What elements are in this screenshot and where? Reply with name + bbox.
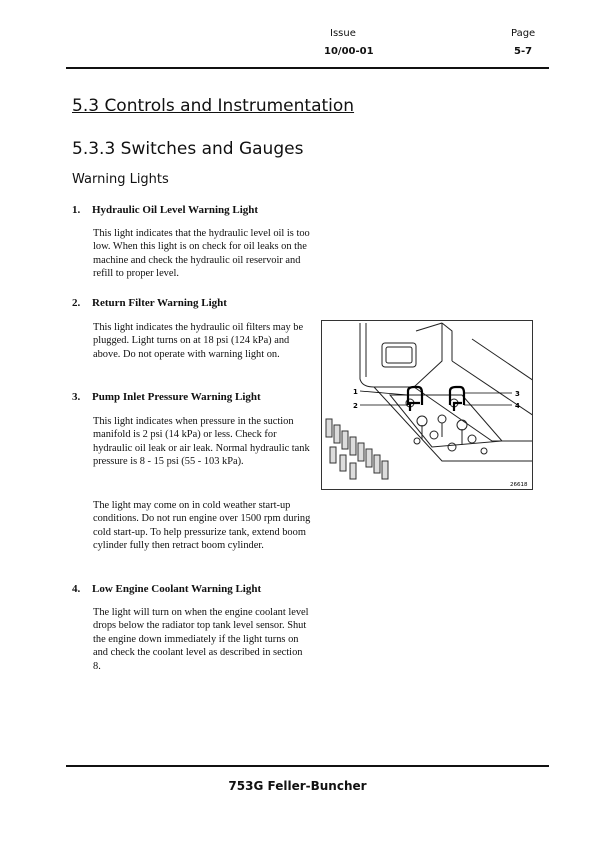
item-number: 4. [72, 583, 81, 595]
section-title: 5.3 Controls and Instrumentation [72, 96, 355, 116]
header-rule [66, 67, 549, 69]
figure-number: 26618 [510, 482, 528, 488]
callout-3: 3 [515, 390, 520, 398]
item-number: 1. [72, 204, 81, 216]
item-paragraph: This light indicates when pressure in the suction manifold is 2 psi (14 kPa) or less. Check for hydraulic oil leak or air leak. Normal hydraulic tank pressure is 8 - 15 psi (55 - 103 kPa). [93, 416, 310, 468]
sensor-location-figure [321, 320, 533, 490]
issue-value: 10/00-01 [324, 46, 374, 57]
page-number: 5-7 [514, 46, 533, 57]
item-paragraph: The light will turn on when the engine coolant level drops below the radiator top tank level sensor. Shut the engine down immediately if the light turns on and check the coolant level as described in section 8. [93, 607, 309, 672]
footer-rule [66, 765, 549, 767]
group-title: Warning Lights [72, 172, 169, 187]
footer-title: 753G Feller-Buncher [228, 779, 367, 793]
item-paragraph: The light may come on in cold weather start-up conditions. Do not run engine over 1500 rpm during cold start-up. To help pressurize tank, extend boom cylinder fully then retract boom cylinder. [93, 500, 311, 552]
item-number: 3. [72, 391, 81, 403]
item-number: 2. [72, 297, 81, 309]
item-heading [72, 297, 227, 309]
subsection-title: 5.3.3 Switches and Gauges [72, 139, 304, 159]
item-paragraph: This light indicates the hydraulic oil filters may be plugged. Light turns on at 18 psi (124 kPa) and above. Do not operate with warning light on. [93, 322, 304, 360]
issue-label: Issue [330, 28, 356, 39]
item-title: Hydraulic Oil Level Warning Light [92, 204, 259, 216]
item-title: Return Filter Warning Light [92, 297, 227, 309]
callout-2: 2 [353, 402, 358, 410]
item-heading [72, 583, 261, 595]
item-heading [72, 391, 261, 403]
page-label: Page [511, 28, 536, 39]
item-heading [72, 204, 258, 216]
callout-4: 4 [515, 402, 520, 410]
sensor-illustration [322, 321, 533, 490]
item-title: Low Engine Coolant Warning Light [92, 583, 262, 595]
item-title: Pump Inlet Pressure Warning Light [92, 391, 261, 403]
item-paragraph: This light indicates that the hydraulic level oil is too low. When this light is on check for oil leaks on the machine and check the hydraulic oil reservoir and refill to proper level. [93, 228, 310, 280]
callout-1: 1 [353, 388, 358, 396]
